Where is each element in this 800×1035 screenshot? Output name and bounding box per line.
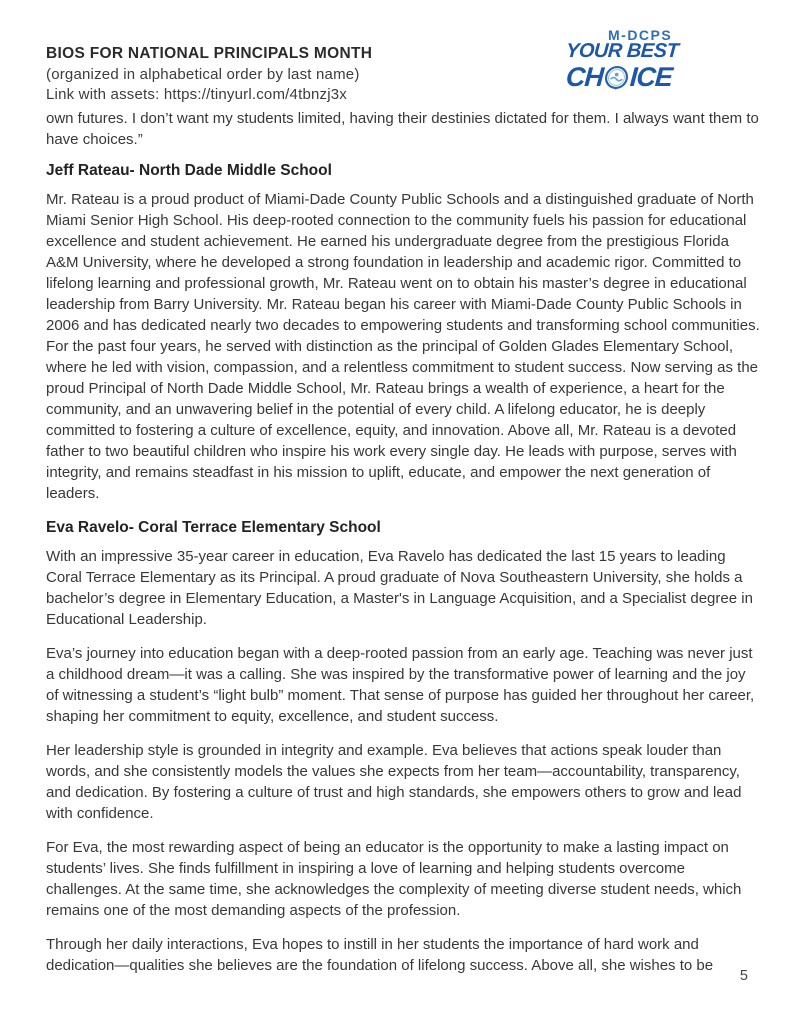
bio-paragraph-eva-4: For Eva, the most rewarding aspect of being an educator is the opportunity to make a lasting impact on students’ lives. She finds fulfillment in inspiring a love of learning and helping students overcome challenges. At the same time, she acknowledges the complexity of meeting diverse student needs, which remains one of the most demanding aspects of the profession. — [46, 838, 742, 919]
mdcps-logo-wordmark: M-DCPS — [608, 27, 673, 43]
bio-paragraph-eva-5: Through her daily interactions, Eva hopes to instill in her students the importance of hard work and dedication—qualities she believes are the foundation of lifelong success. Above all, she wishes to be — [46, 935, 714, 974]
choice-logo-text — [565, 62, 673, 93]
choice-seal-icon — [603, 65, 630, 90]
document-subtitle: (organized in alphabetical order by last name) — [46, 65, 360, 83]
document-title: BIOS FOR NATIONAL PRINCIPALS MONTH — [46, 45, 373, 62]
page-number: 5 — [739, 968, 748, 984]
bio-paragraph-eva-2: Eva’s journey into education began with a deep-rooted passion from an early age. Teaching was never just a childhood dream—it was a calling. She was inspired by the transformative power of learning and the joy of witnessing a student’s “light bulb” moment. That sense of purpose has guided her throughout her career, shaping her commitment to equity, excellence, and student success. — [46, 644, 755, 725]
choice-logo-right: ICE — [628, 62, 674, 92]
bio-paragraph-eva-1: With an impressive 35-year career in education, Eva Ravelo has dedicated the last 15 years to leading Coral Terrace Elementary as its Principal. A proud graduate of Nova Southeastern University, she holds a bachelor’s degree in Elementary Education, a Master's in Language Acquisition, and a Specialist degree in Educational Leadership. — [46, 547, 753, 628]
document-content — [46, 44, 762, 989]
choice-logo-left: CH — [564, 62, 605, 92]
assets-link-label: Link with assets: — [46, 86, 164, 103]
assets-link[interactable]: https://tinyurl.com/4tbnzj3x — [163, 86, 348, 103]
bio-paragraph-eva-3: Her leadership style is grounded in integrity and example. Eva believes that actions speak louder than words, and she consistently models the values she expects from her team—accountability, transparency, and dedication. By fostering a culture of trust and high standards, she empowers others to grow and lead with confidence. — [46, 741, 742, 822]
mdcps-logo — [566, 27, 696, 107]
your-best-logo-text: YOUR BEST — [565, 40, 679, 62]
bio-paragraph-jeff-rateau: Mr. Rateau is a proud product of Miami-Dade County Public Schools and a distinguished graduate of North Miami Senior High School. His deep-rooted connection to the community fuels his passion for educational excellence and student achievement. He earned his undergraduate degree from the prestigious Florida A&M University, where he developed a strong foundation in leadership and academic rigor. Committed to lifelong learning and professional growth, Mr. Rateau went on to obtain his master’s degree in educational leadership from Barry University. Mr. Rateau began his career with Miami-Dade County Public Schools in 2006 and has dedicated nearly two decades to empowering students and transforming school communities. For the past four years, he served with distinction as the principal of Golden Glades Elementary School, where he led with vision, compassion, and a relentless commitment to student success. Now serving as the proud Principal of North Dade Middle School, Mr. Rateau brings a wealth of experience, a heart for the community, and an unwavering belief in the potential of every child. A lifelong educator, he is deeply committed to fostering a culture of excellence, equity, and innovation. Above all, Mr. Rateau is a devoted father to two beautiful children who inspire his work every single day. He leads with purpose, serves with integrity, and remains steadfast in his mission to uplift, educate, and empower the next generation of leaders. — [46, 190, 760, 502]
intro-continuation-text: own futures. I don’t want my students limited, having their destinies dictated for them. I always want them to have choices.” — [46, 109, 759, 148]
section-heading-jeff-rateau: Jeff Rateau- North Dade Middle School — [46, 161, 332, 179]
section-heading-eva-ravelo: Eva Ravelo- Coral Terrace Elementary School — [46, 518, 381, 536]
